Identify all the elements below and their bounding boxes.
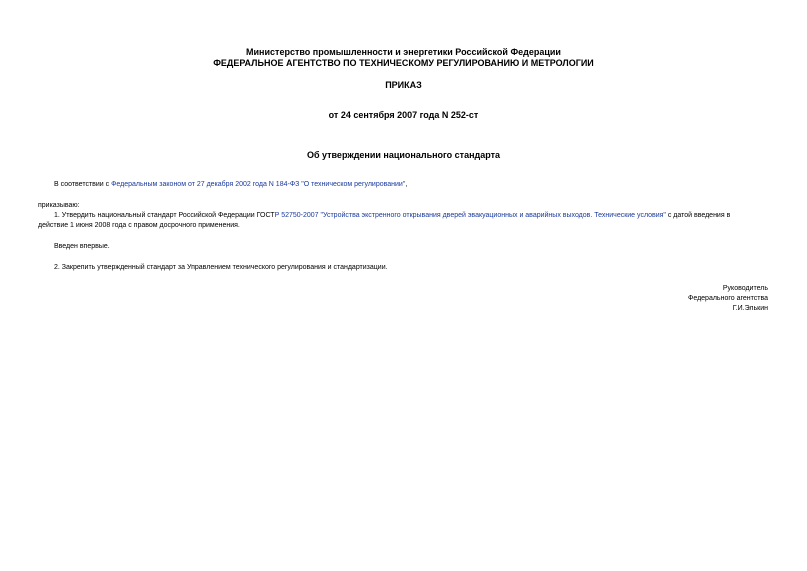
signature-agency: Федерального агентства <box>688 295 768 302</box>
item1-prefix: 1. Утвердить национальный стандарт Российской Федерации ГОСТ <box>54 212 275 219</box>
signature-position: Руководитель <box>722 285 768 292</box>
document-type: ПРИКАЗ <box>385 80 422 90</box>
item1-paragraph <box>38 211 768 221</box>
standard-link[interactable]: Р 52750-2007 "Устройства экстренного открывания дверей эвакуационных и аварийных выходов. Технические условия" <box>274 212 666 219</box>
item1-line2: действие 1 июня 2008 года с правом досрочного применения. <box>38 222 240 229</box>
document-title: Об утверждении национального стандарта <box>306 150 501 160</box>
ministry-heading: Министерство промышленности и энергетики Российской Федерации <box>246 47 561 57</box>
intro-suffix: , <box>405 181 408 188</box>
introduced-note: Введен впервые. <box>54 243 110 250</box>
document-date-number: от 24 сентября 2007 года N 252-ст <box>328 110 479 120</box>
item2-paragraph: 2. Закрепить утвержденный стандарт за Управлением технического регулирования и стандартизации. <box>54 264 388 271</box>
signature-name: Г.И.Элькин <box>732 305 768 312</box>
intro-prefix: В соответствии с <box>54 181 112 188</box>
intro-paragraph <box>54 180 407 190</box>
federal-law-link[interactable]: Федеральным законом от 27 декабря 2002 года N 184-ФЗ "О техническом регулировании" <box>111 181 406 188</box>
order-word: приказываю: <box>38 202 80 209</box>
agency-heading: ФЕДЕРАЛЬНОЕ АГЕНТСТВО ПО ТЕХНИЧЕСКОМУ РЕГУЛИРОВАНИЮ И МЕТРОЛОГИИ <box>213 58 594 68</box>
item1-suffix: с датой введения в <box>665 212 731 219</box>
